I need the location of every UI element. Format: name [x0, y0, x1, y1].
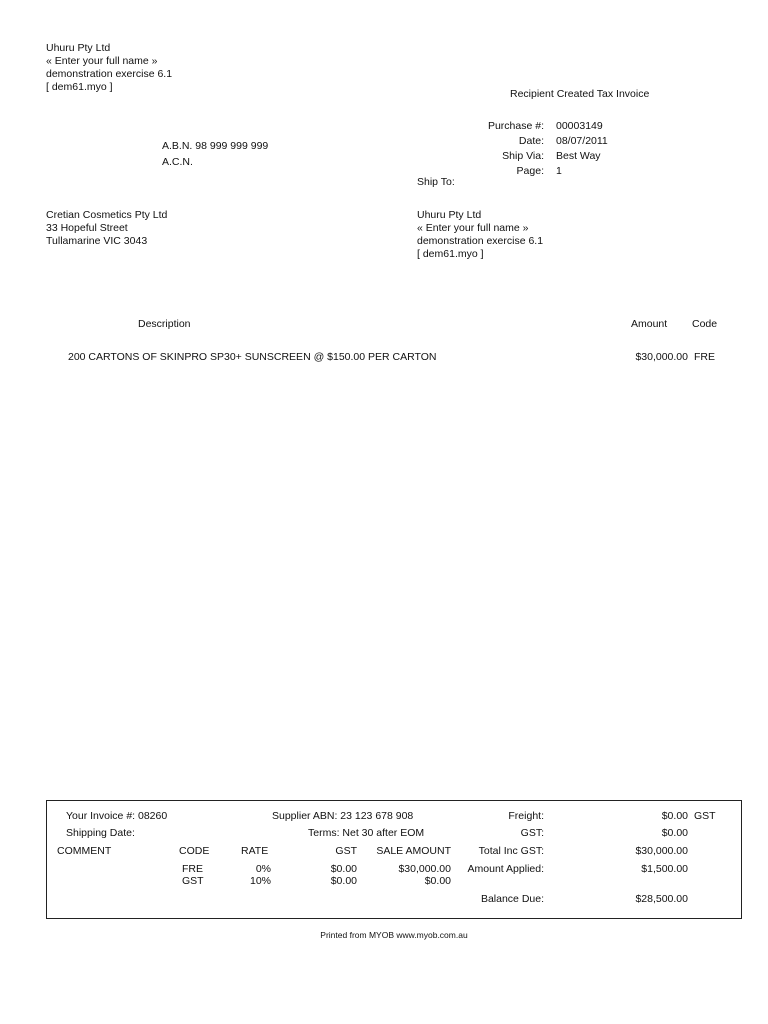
purchase-value: 00003149	[556, 120, 603, 132]
supplier-abn: Supplier ABN: 23 123 678 908	[272, 810, 414, 822]
tax-code: GST	[182, 875, 204, 887]
tax-code: FRE	[182, 863, 203, 875]
supplier-address	[46, 209, 167, 248]
tax-sale-amount: $30,000.00	[398, 863, 451, 875]
total-inc-gst-value: $30,000.00	[635, 845, 688, 857]
sender-line: demonstration exercise 6.1	[46, 68, 173, 80]
sender-acn: A.C.N.	[162, 156, 193, 168]
balance-due-label: Balance Due:	[480, 893, 544, 905]
tax-header-comment: COMMENT	[57, 845, 112, 857]
total-inc-gst-label: Total Inc GST:	[478, 845, 544, 857]
tax-sale-amount: $0.00	[424, 875, 451, 887]
sender-line: [ dem61.myo ]	[46, 81, 113, 93]
terms: Terms: Net 30 after EOM	[308, 827, 425, 839]
freight-value: $0.00	[661, 810, 688, 822]
ship-to-address	[417, 209, 543, 261]
tax-header-gst: GST	[335, 845, 357, 857]
amount-applied-label: Amount Applied:	[467, 863, 544, 875]
your-invoice-number: Your Invoice #: 08260	[66, 810, 168, 822]
supplier-line: 33 Hopeful Street	[46, 222, 128, 234]
summary-box	[46, 800, 742, 919]
ship-to-line: demonstration exercise 6.1	[417, 235, 544, 247]
item-description: 200 CARTONS OF SKINPRO SP30+ SUNSCREEN @ $150.00 PER CARTON	[68, 351, 437, 363]
supplier-line: Tullamarine VIC 3043	[46, 235, 148, 247]
tax-header-rate: RATE	[241, 845, 269, 857]
sender-address	[46, 42, 172, 94]
items-header-amount: Amount	[631, 318, 668, 330]
tax-gst: $0.00	[330, 863, 357, 875]
tax-header-code: CODE	[179, 845, 210, 857]
date-label: Date:	[518, 135, 544, 147]
items-header-description: Description	[138, 318, 191, 330]
gst-value: $0.00	[661, 827, 688, 839]
sender-line: « Enter your full name »	[46, 55, 158, 67]
item-code: FRE	[694, 351, 715, 363]
items-header-code: Code	[692, 318, 718, 330]
sender-line: Uhuru Pty Ltd	[46, 42, 111, 54]
balance-due-value: $28,500.00	[635, 893, 688, 905]
ship-via-value: Best Way	[556, 150, 601, 162]
ship-to-line: « Enter your full name »	[417, 222, 529, 234]
sender-abn: A.B.N. 98 999 999 999	[162, 140, 269, 152]
amount-applied-value: $1,500.00	[641, 863, 688, 875]
item-amount: $30,000.00	[635, 351, 688, 363]
tax-gst: $0.00	[330, 875, 357, 887]
ship-to-label: Ship To:	[417, 176, 455, 188]
page-value: 1	[556, 165, 562, 177]
printed-from-footer: Printed from MYOB www.myob.com.au	[320, 930, 468, 940]
page-label: Page:	[516, 165, 544, 177]
ship-to-line: Uhuru Pty Ltd	[417, 209, 482, 221]
ship-to-line: [ dem61.myo ]	[417, 248, 484, 260]
document-title: Recipient Created Tax Invoice	[510, 88, 650, 100]
supplier-line: Cretian Cosmetics Pty Ltd	[46, 209, 168, 221]
freight-code: GST	[694, 810, 716, 822]
purchase-label: Purchase #:	[487, 120, 544, 132]
tax-rate: 10%	[249, 875, 271, 887]
freight-label: Freight:	[508, 810, 544, 822]
date-value: 08/07/2011	[556, 135, 608, 147]
ship-via-label: Ship Via:	[502, 150, 544, 162]
gst-label: GST:	[520, 827, 544, 839]
tax-header-sale-amount: SALE AMOUNT	[376, 845, 451, 857]
tax-rate: 0%	[255, 863, 271, 875]
shipping-date: Shipping Date:	[66, 827, 135, 839]
